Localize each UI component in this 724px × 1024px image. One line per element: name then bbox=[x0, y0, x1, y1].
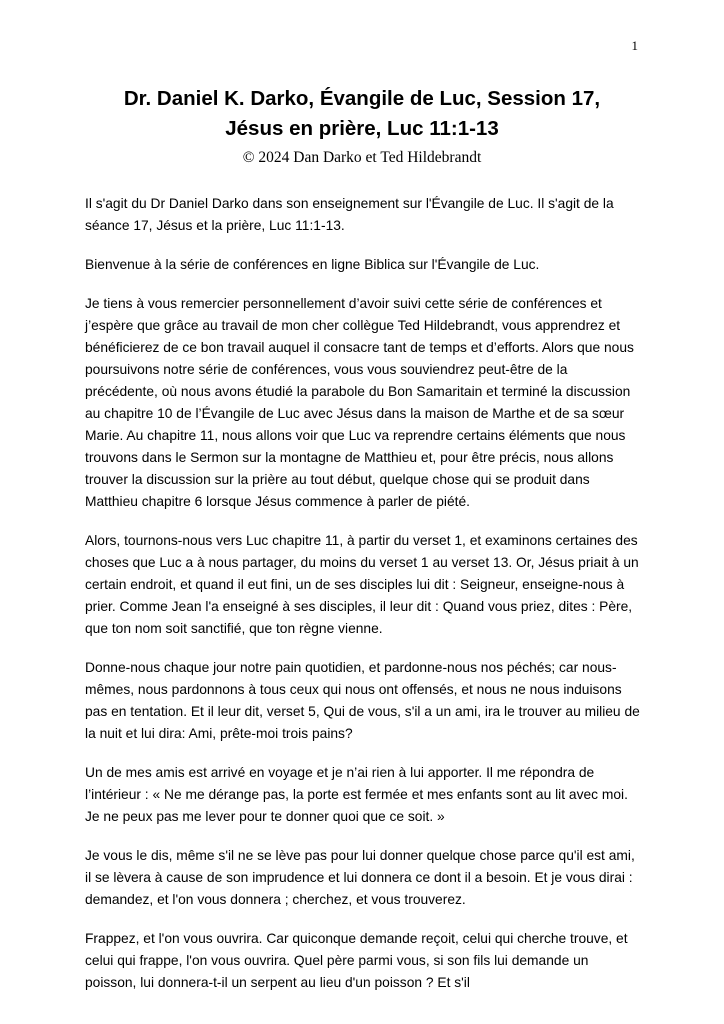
paragraph-thanks: Je tiens à vous remercier personnellement d’avoir suivi cette série de conférences et j’espère que grâce au travail de mon cher collègue Ted Hildebrandt, vous apprendrez et bénéficierez de ce bon travail auquel il consacre tant de temps et d’efforts. Alors que nous poursuivons notre série de conférences, vous vous souviendrez peut-être de la précédente, où nous avons étudié la parabole du Bon Samaritain et terminé la discussion au chapitre 10 de l’Évangile de Luc avec Jésus dans la maison de Marthe et de sa sœur Marie. Au chapitre 11, nous allons voir que Luc va reprendre certains éléments que nous trouvons dans le Sermon sur la montagne de Matthieu et, pour être précis, nous allons trouver la discussion sur la prière au tout début, quelque chose qui se produit dans Matthieu chapitre 6 lorsque Jésus commence à parler de piété. bbox=[85, 296, 634, 509]
title-line-1: Dr. Daniel K. Darko, Évangile de Luc, Session 17, bbox=[123, 87, 601, 110]
document-title bbox=[55, 84, 669, 144]
document-header bbox=[0, 84, 724, 167]
copyright-line: © 2024 Dan Darko et Ted Hildebrandt bbox=[242, 149, 482, 166]
document-body bbox=[85, 193, 640, 994]
paragraph-friend-at-night: Un de mes amis est arrivé en voyage et je n’ai rien à lui apporter. Il me répondra de l’intérieur : « Ne me dérange pas, la porte est fermée et mes enfants sont au lit avec moi. Je ne peux pas me lever pour te donner quoi que ce soit. » bbox=[85, 765, 628, 824]
paragraph-welcome: Bienvenue à la série de conférences en ligne Biblica sur l'Évangile de Luc. bbox=[85, 257, 540, 272]
page-number: 1 bbox=[631, 38, 638, 53]
paragraph-ask-seek: Je vous le dis, même s'il ne se lève pas pour lui donner quelque chose parce qu'il est ami, il se lèvera à cause de son imprudence et lui donnera ce dont il a besoin. Et je vous dirai : demandez, et l'on vous donnera ; cherchez, et vous trouverez. bbox=[85, 848, 635, 907]
paragraph-intro: Il s'agit du Dr Daniel Darko dans son enseignement sur l'Évangile de Luc. Il s'agit de la séance 17, Jésus et la prière, Luc 11:1-13. bbox=[85, 196, 614, 233]
paragraph-knock: Frappez, et l'on vous ouvrira. Car quiconque demande reçoit, celui qui cherche trouve, et celui qui frappe, l'on vous ouvrira. Quel père parmi vous, si son fils lui demande un poisson, lui donnera-t-il un serpent au lieu d'un poisson ? Et s'il bbox=[85, 931, 628, 990]
paragraph-daily-bread: Donne-nous chaque jour notre pain quotidien, et pardonne-nous nos péchés; car nous-mêmes, nous pardonnons à tous ceux qui nous ont offensés, et nous ne nous induisons pas en tentation. Et il leur dit, verset 5, Qui de vous, s'il a un ami, ira le trouver au milieu de la nuit et lui dira: Ami, prête-moi trois pains? bbox=[85, 660, 640, 741]
title-line-2: Jésus en prière, Luc 11:1-13 bbox=[225, 117, 499, 140]
paragraph-luke11-intro: Alors, tournons-nous vers Luc chapitre 11, à partir du verset 1, et examinons certaines des choses que Luc a à nous partager, du moins du verset 1 au verset 13. Or, Jésus priait à un certain endroit, et quand il eut fini, un de ses disciples lui dit : Seigneur, enseigne-nous à prier. Comme Jean l'a enseigné à ses disciples, il leur dit : Quand vous priez, dites : Père, que ton nom soit sanctifié, que ton règne vienne. bbox=[85, 533, 639, 636]
